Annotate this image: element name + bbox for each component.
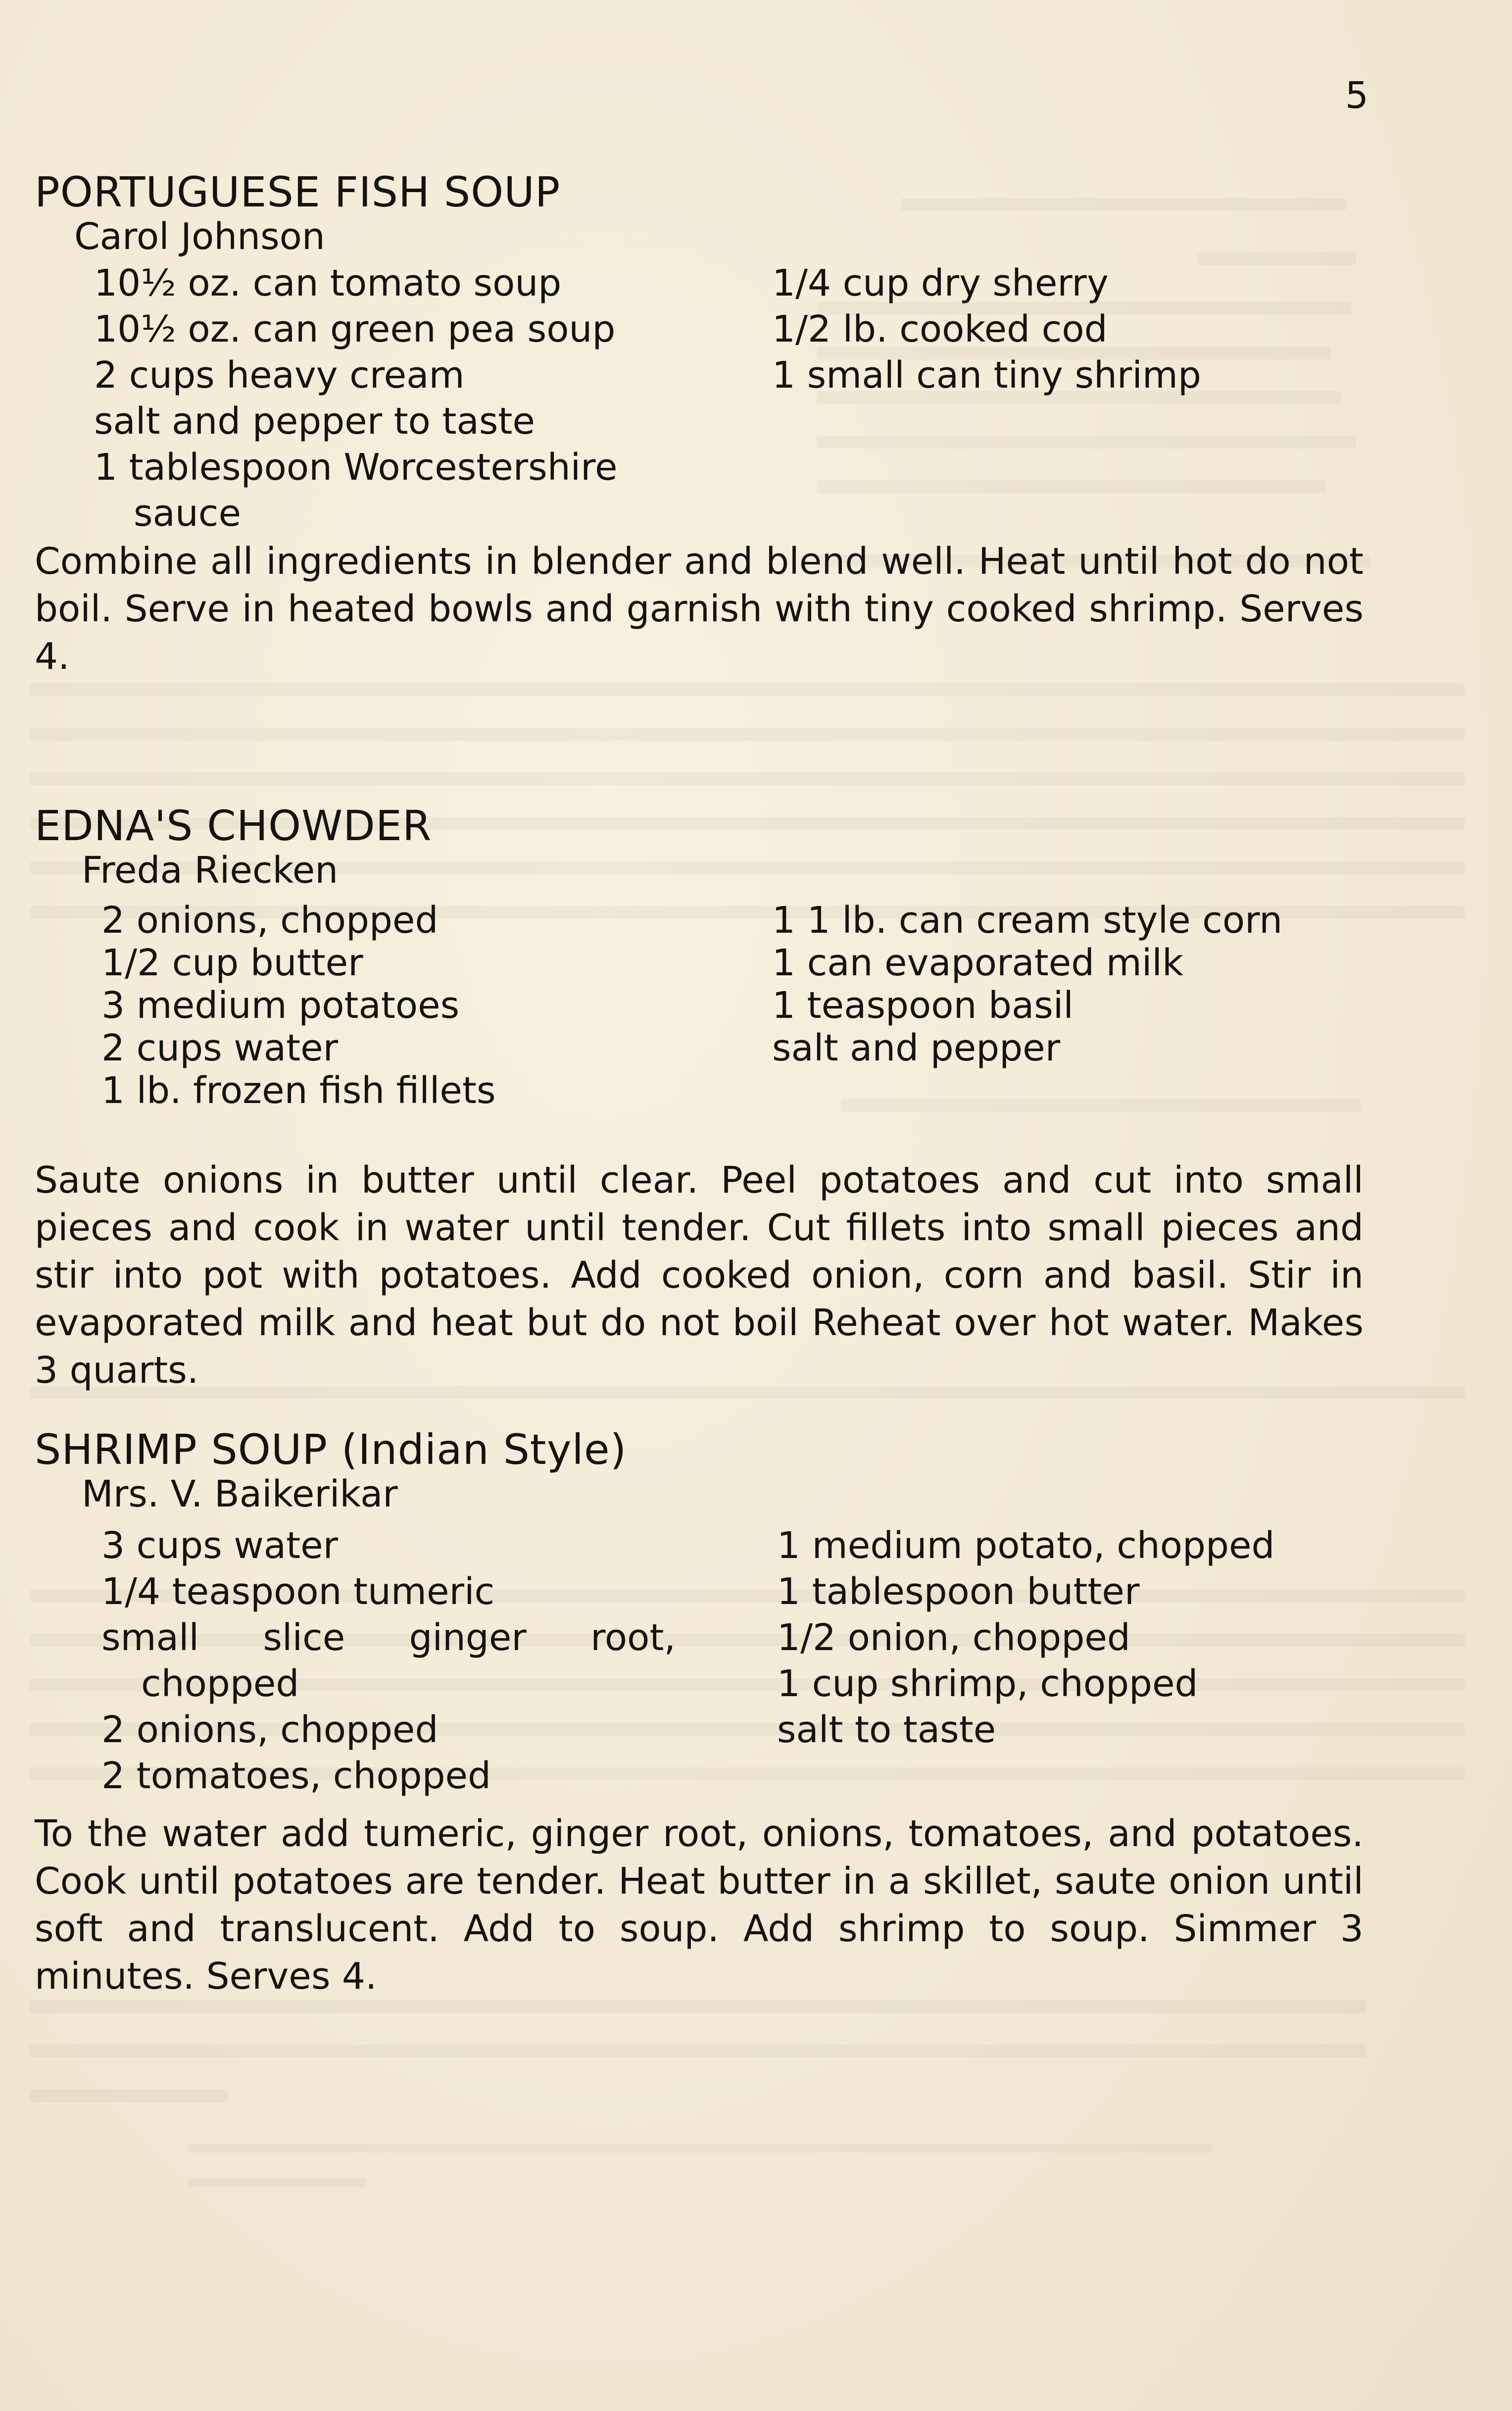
page-number: 5 (1345, 74, 1368, 117)
recipe-directions: Combine all ingredients in blender and blend well. Heat until hot do not boil. Serve in heated bowls and garnish with tiny cooked shrimp. Serves 4. (35, 540, 1364, 678)
recipe-title: PORTUGUESE FISH SOUP (35, 168, 561, 216)
ingredients-left-column (101, 1523, 720, 1799)
ingredient: 2 cups water (101, 1027, 339, 1069)
recipe-directions: Saute onions in butter until clear. Peel potatoes and cut into small pieces and cook in water until tender. Cut fillets into small pieces and stir into pot with potatoes. Add cooked onion, corn and basil. Stir in evaporated milk and heat but do not boil Reheat over hot water. Makes 3 quarts. (35, 1159, 1364, 1392)
ingredient: 1 cup shrimp, chopped (777, 1662, 1198, 1705)
ingredient-list (35, 260, 1364, 538)
ingredients-right-column (772, 899, 1356, 1069)
ingredient: 1 teaspoon basil (772, 984, 1073, 1027)
recipe-portuguese-fish-soup (35, 168, 1364, 680)
ingredient: 1 small can tiny shrimp (772, 354, 1201, 397)
ingredient: 1 medium potato, chopped (777, 1524, 1275, 1567)
recipe-author: Mrs. V. Baikerikar (82, 1473, 398, 1515)
ingredient: 3 medium potatoes (101, 984, 460, 1027)
ingredient: 1/2 lb. cooked cod (772, 308, 1108, 351)
ingredient: 3 cups water (101, 1524, 339, 1567)
ingredient: 2 onions, chopped (101, 1708, 439, 1751)
recipe-shrimp-soup (35, 1426, 1364, 2000)
recipe-directions: To the water add tumeric, ginger root, onions, tomatoes, and potatoes. Cook until potatoes are tender. Heat butter in a skillet, saute onion until soft and translucent. Add to soup. Add shrimp to soup. Simmer 3 minutes. Serves 4. (35, 1812, 1364, 1998)
ingredient: salt and pepper to taste (94, 400, 535, 443)
ingredient: 1/2 onion, chopped (777, 1616, 1130, 1659)
recipe-title: EDNA'S CHOWDER (35, 802, 432, 850)
recipe-title: SHRIMP SOUP (Indian Style) (35, 1425, 627, 1474)
ingredients-right-column (777, 1523, 1361, 1753)
recipe-ednas-chowder (35, 802, 1364, 1394)
recipe-author: Carol Johnson (74, 215, 325, 258)
ingredient-list (35, 1523, 1364, 1810)
ingredient: 2 cups heavy cream (94, 354, 465, 397)
ingredient: 1 1 lb. can cream style corn (772, 899, 1283, 942)
ingredient: 1 lb. frozen fish fillets (101, 1069, 496, 1112)
ingredient: 10½ oz. can green pea soup (94, 308, 616, 351)
recipe-author: Freda Riecken (82, 849, 339, 892)
ingredients-left-column (101, 899, 720, 1112)
ingredient: 1/4 cup dry sherry (772, 262, 1109, 304)
ingredient: 1 tablespoon Worcestershire sauce (94, 446, 618, 535)
ingredients-left-column (94, 260, 713, 537)
ingredient: salt to taste (777, 1708, 996, 1751)
ingredient-list (35, 899, 1364, 1156)
ingredient: 1 can evaporated milk (772, 942, 1183, 984)
ingredient: 10½ oz. can tomato soup (94, 262, 562, 304)
ingredient: salt and pepper (772, 1027, 1061, 1069)
ingredient: 2 onions, chopped (101, 899, 439, 942)
ingredient: 1 tablespoon butter (777, 1570, 1140, 1613)
ingredients-right-column (772, 260, 1356, 399)
ingredient: 1/4 teaspoon tumeric (101, 1570, 495, 1613)
ingredient: 1/2 cup butter (101, 942, 363, 984)
ingredient: small slice ginger root, chopped (101, 1616, 676, 1705)
ingredient: 2 tomatoes, chopped (101, 1755, 491, 1797)
